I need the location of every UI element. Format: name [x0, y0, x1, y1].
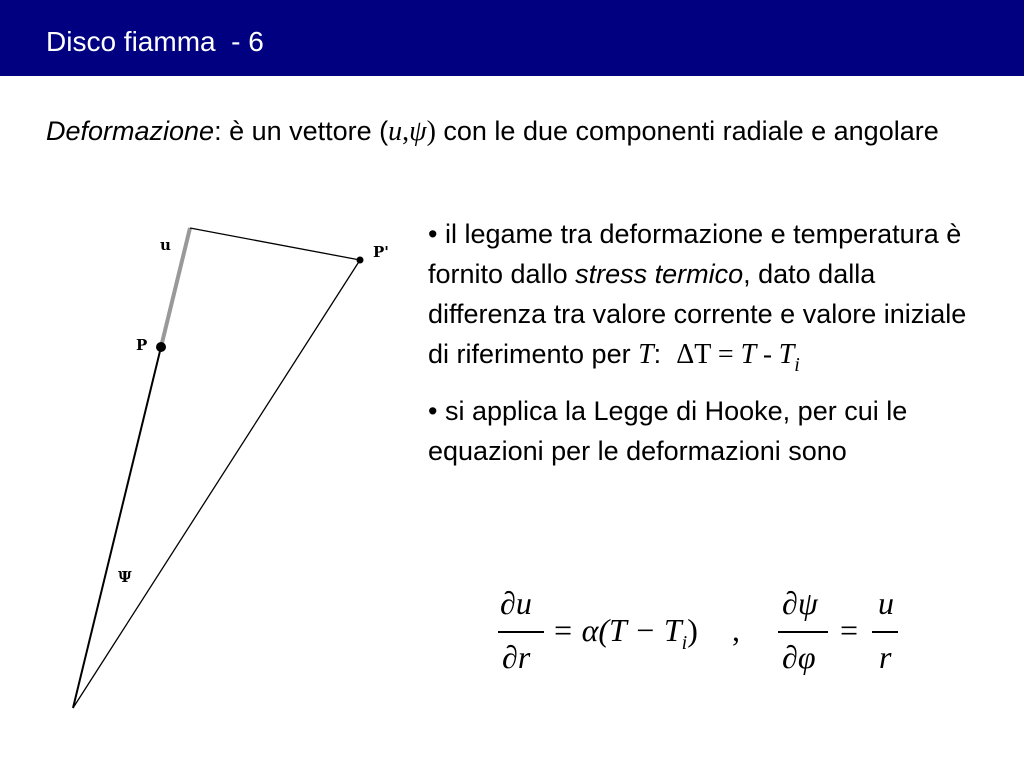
vector-psi-symbol: ψ [409, 116, 427, 147]
formula-delta: ΔT [676, 339, 711, 370]
eq2-equals: = [840, 612, 859, 648]
radial-line-lower [73, 347, 161, 708]
label-u: u [160, 236, 171, 254]
angular-line-top [190, 228, 360, 260]
bullet-hooke-law [428, 391, 988, 471]
strain-equations [470, 585, 930, 685]
vector-close: ) [426, 116, 436, 147]
formula-minus: - [756, 339, 779, 369]
intro-term: Deformazione [46, 116, 215, 146]
eq2-numerator: ∂ψ [782, 585, 818, 621]
intro-text-before: : è un vettore ( [214, 116, 389, 146]
eq1-denominator: ∂r [502, 639, 531, 675]
bullet-marker: • [428, 396, 438, 426]
eq1-rhs [552, 612, 698, 655]
delta-t-formula [676, 339, 800, 376]
intro-paragraph [46, 112, 966, 151]
bullet-list [428, 214, 988, 477]
intro-text-after: con le due componenti radiale e angolare [435, 116, 939, 146]
title-bar [0, 0, 1024, 76]
point-p-marker [156, 342, 166, 352]
label-p-prime: P' [373, 243, 389, 261]
variable-t: T [638, 339, 654, 370]
eq2-rhs-fraction-bar [872, 631, 898, 633]
colon: : [653, 339, 662, 369]
stress-termico-emphasis: stress termico [575, 259, 744, 289]
slide-title: Disco fiamma - 6 [46, 26, 264, 57]
vector-u-symbol: u [388, 116, 403, 147]
bullet-text: , dato dalla differenza tra valore corrente e valore iniziale di riferimento per [428, 259, 967, 369]
eq2-rhs-numerator: u [878, 585, 894, 621]
point-p-prime-marker [357, 257, 364, 264]
formula-t: T [740, 339, 757, 370]
bullet-stress-termico [428, 214, 988, 385]
eq2-denominator: ∂φ [782, 639, 816, 675]
formula-ti: T [778, 339, 795, 370]
bullet-text: si applica la Legge di Hooke, per cui le equazioni per le deformazioni sono [428, 396, 908, 466]
eq2-rhs-denominator: r [879, 639, 892, 675]
eq1-rhs-close: ) [687, 612, 698, 648]
eq2-fraction-bar [778, 631, 828, 633]
formula-ti-subscript: i [794, 354, 800, 376]
bullet-text: il legame tra deformazione e temperatura è fornito dallo [428, 219, 962, 289]
radial-line-deformed [73, 260, 360, 708]
formula-eq: = [710, 339, 741, 370]
eq1-numerator: ∂u [500, 585, 532, 621]
label-p: P [136, 336, 148, 354]
eq1-rhs-main: = α(T − T [552, 612, 682, 648]
vector-comma: , [402, 116, 410, 147]
eq1-rhs-subscript: i [681, 632, 688, 654]
bullet-marker: • [428, 219, 438, 249]
eq1-fraction-bar [498, 631, 544, 633]
label-psi: Ψ [118, 568, 132, 586]
equation-separator: , [732, 612, 740, 648]
deformation-diagram [60, 210, 400, 720]
